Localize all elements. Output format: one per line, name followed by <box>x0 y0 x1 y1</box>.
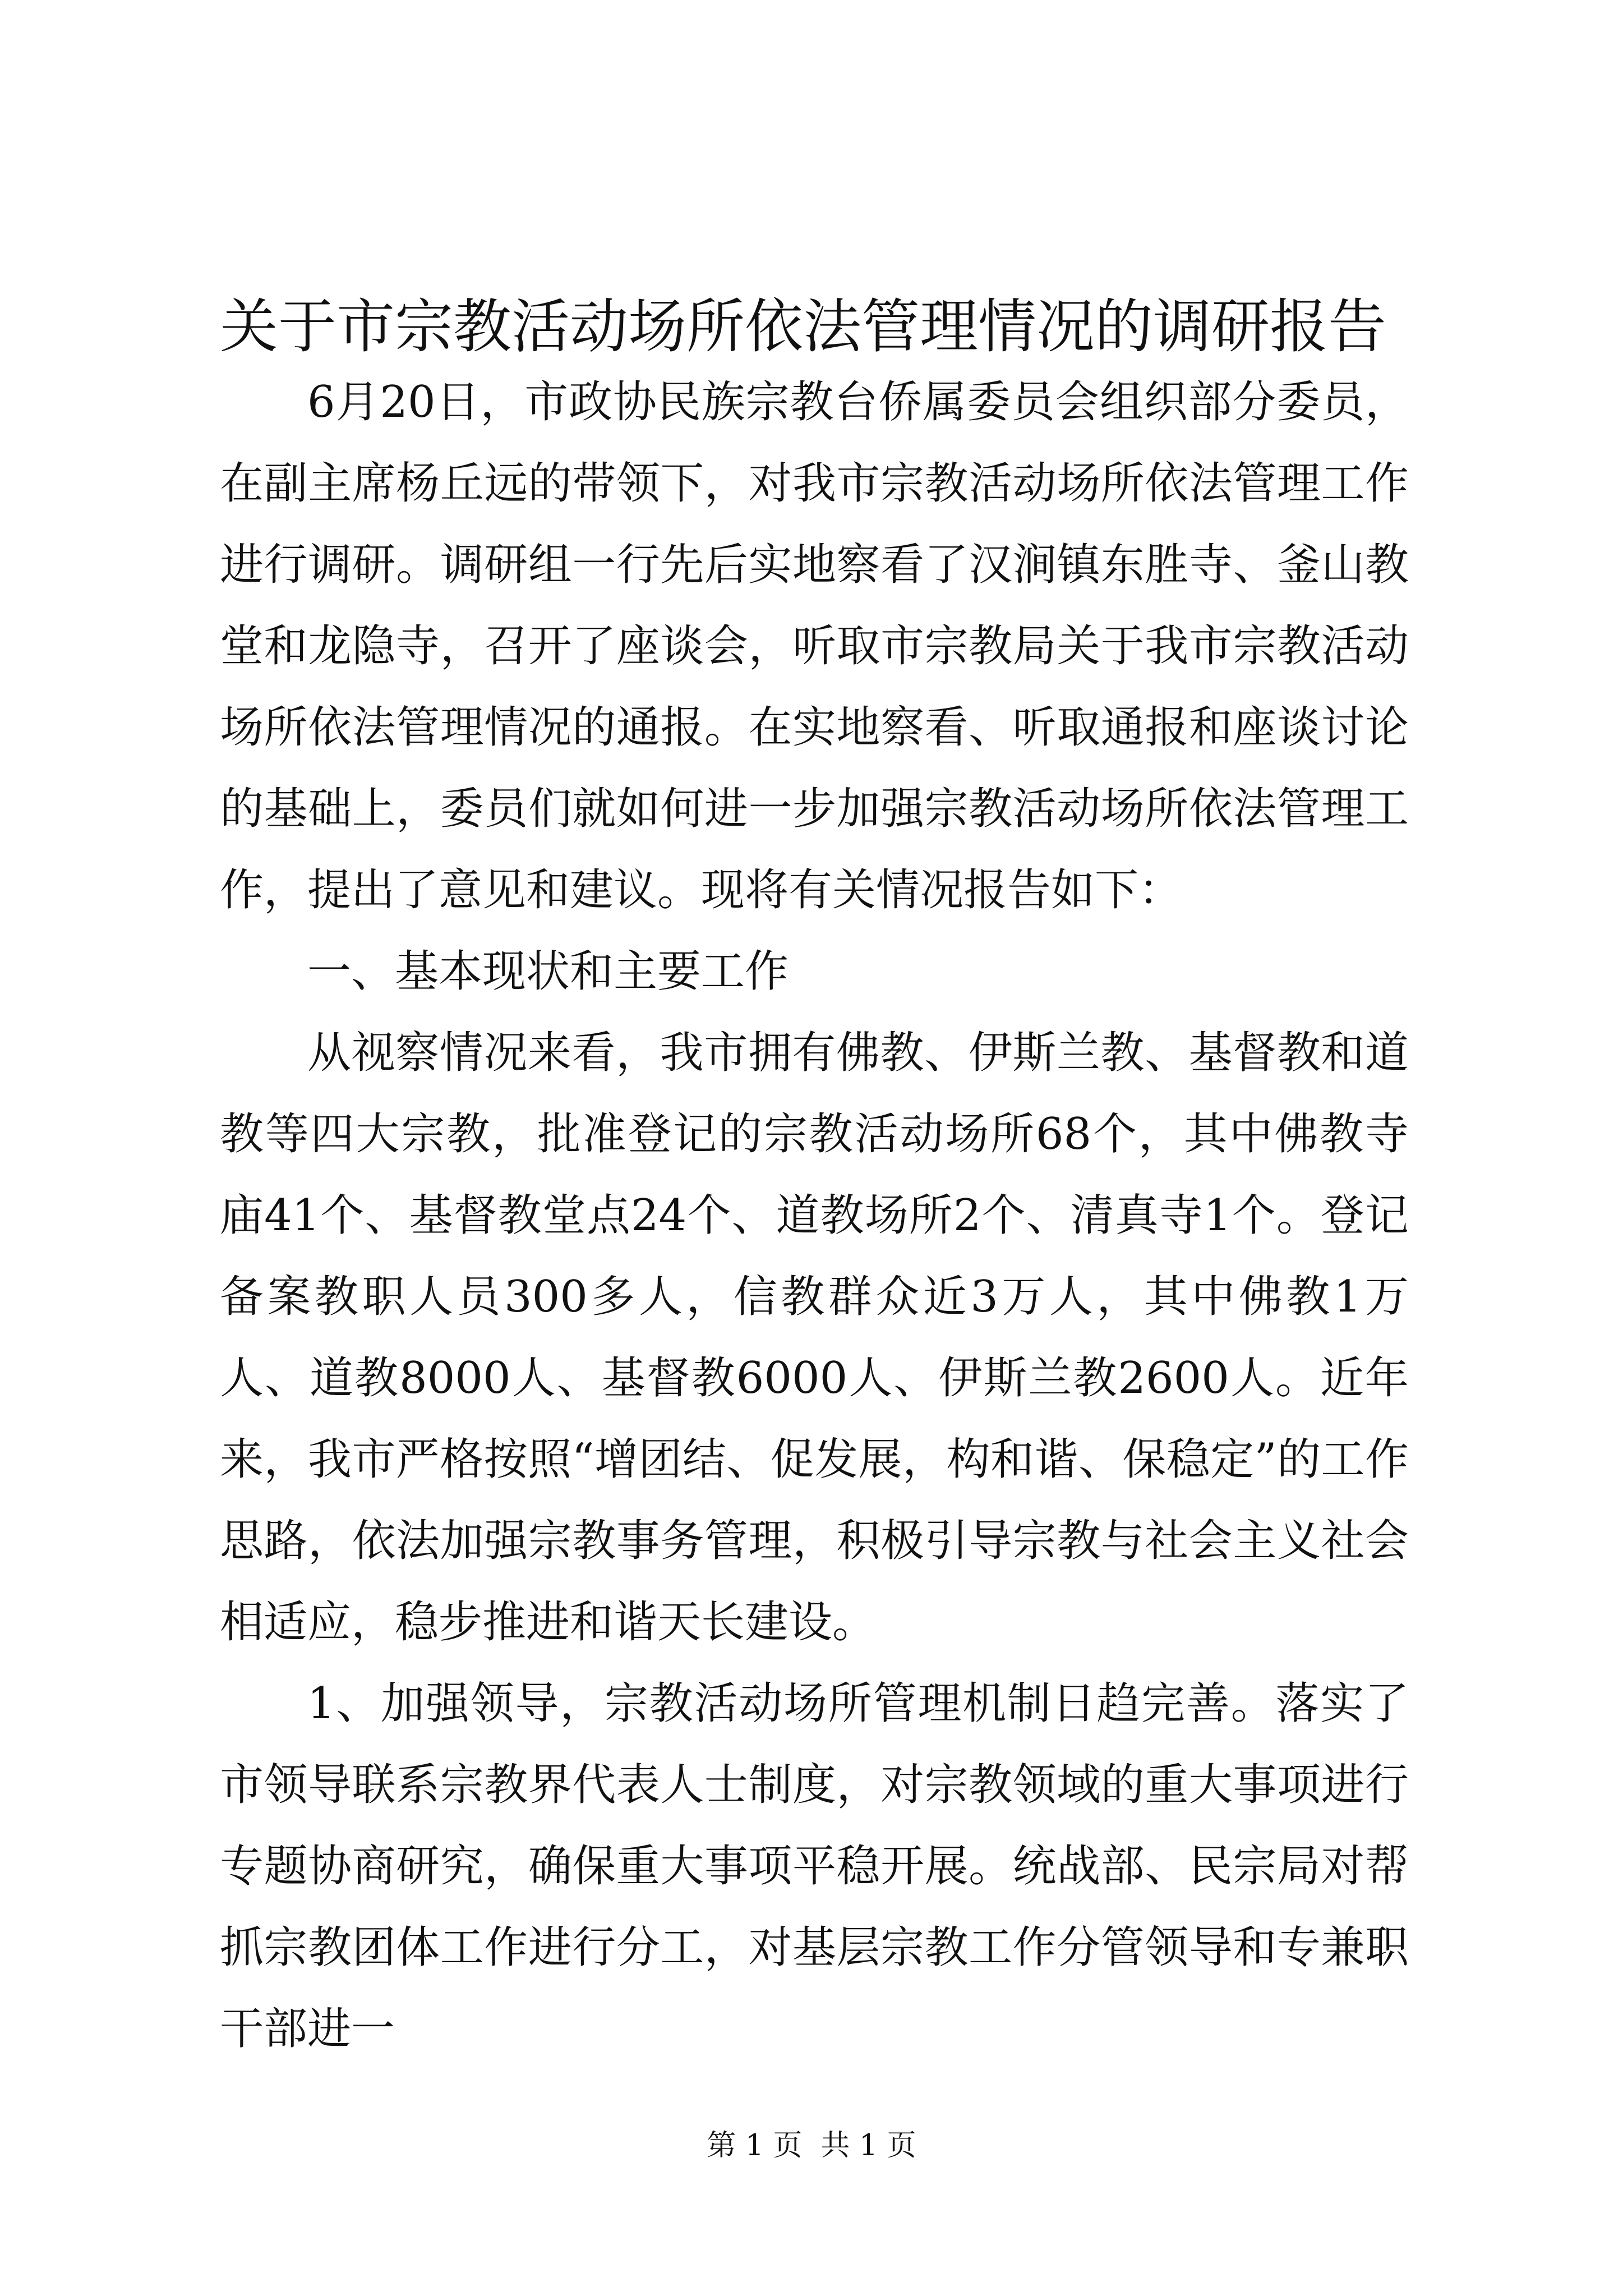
section-heading-1: 一、基本现状和主要工作 <box>307 946 789 997</box>
paragraph-item-1: 1、加强领导，宗教活动场所管理机制日趋完善。落实了市领导联系宗教界代表人士制度，对宗教领域的重大事项进行专题协商研究，确保重大事项平稳开展。统战部、民宗局对帮抓宗教团体工作进行分工，对基层宗教工作分管领导和专兼职干部进一 <box>220 1678 1409 2054</box>
paragraph-intro: 6月20日，市政协民族宗教台侨属委员会组织部分委员，在副主席杨丘远的带领下，对我市宗教活动场所依法管理工作进行调研。调研组一行先后实地察看了汉涧镇东胜寺、釜山教堂和龙隐寺，召开了座谈会，听取市宗教局关于我市宗教活动场所依法管理情况的通报。在实地察看、听取通报和座谈讨论的基础上，委员们就如何进一步加强宗教活动场所依法管理工作，提出了意见和建议。现将有关情况报告如下： <box>220 377 1409 915</box>
document-body <box>220 362 1409 2070</box>
paragraph-status: 从视察情况来看，我市拥有佛教、伊斯兰教、基督教和道教等四大宗教，批准登记的宗教活动场所68个，其中佛教寺庙41个、基督教堂点24个、道教场所2个、清真寺1个。登记备案教职人员300多人，信教群众近3万人，其中佛教1万人、道教8000人、基督教6000人、伊斯兰教2600人。近年来，我市严格按照“增团结、促发展，构和谐、保稳定”的工作思路，依法加强宗教事务管理，积极引导宗教与社会主义社会相适应，稳步推进和谐天长建设。 <box>220 1028 1409 1648</box>
page-footer: 第 1 页 共 1 页 <box>707 2129 916 2162</box>
document-title: 关于市宗教活动场所依法管理情况的调研报告 <box>220 292 1387 361</box>
